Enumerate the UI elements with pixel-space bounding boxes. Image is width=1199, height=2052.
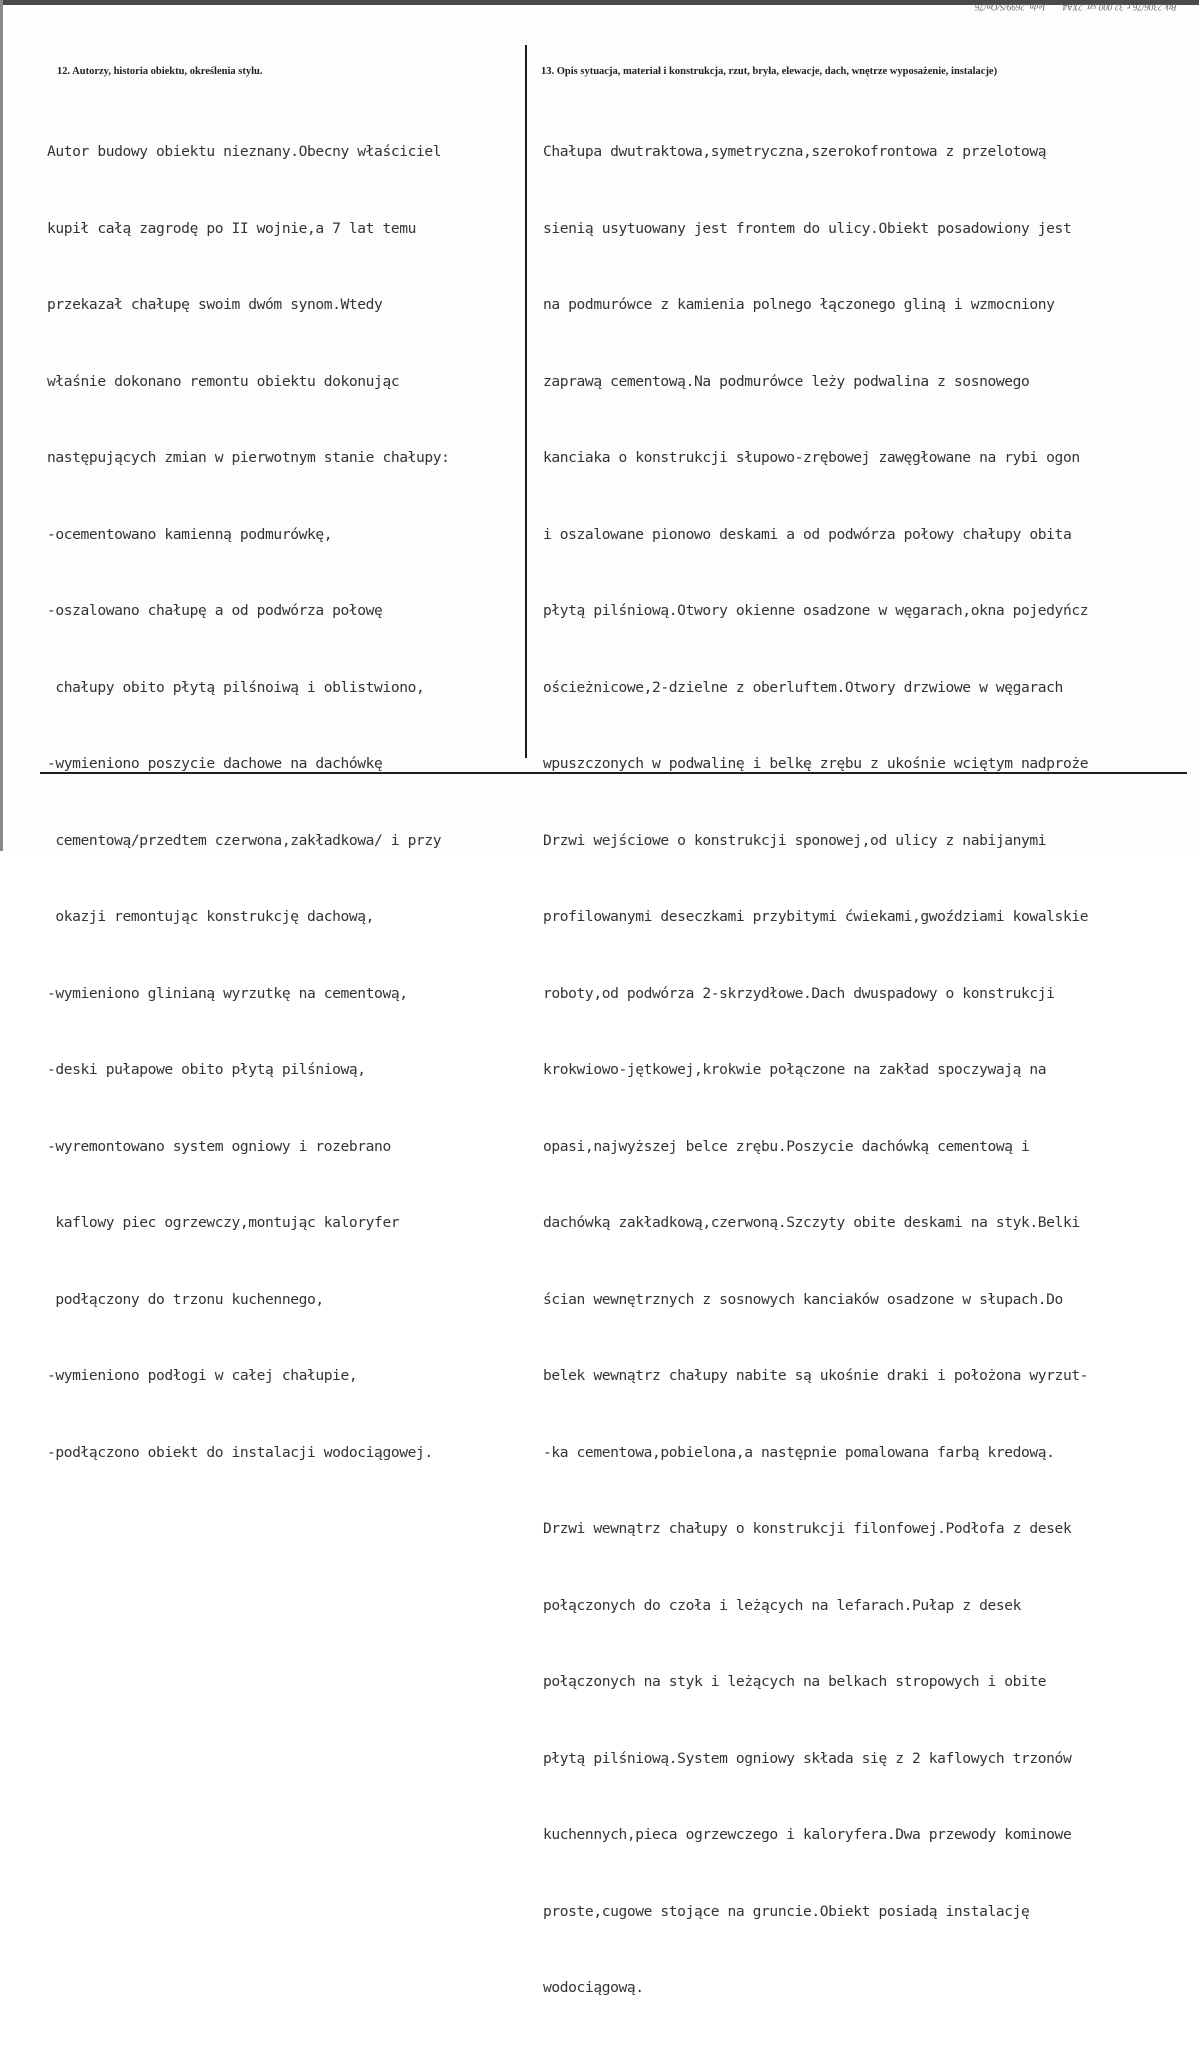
text-line: ościeżnicowe,2-dzielne z oberluftem.Otwory drzwiowe w węgarach <box>543 678 1063 696</box>
form-code <box>975 2 1191 12</box>
text-line: -podłączono obiekt do instalacji wodociągowej. <box>47 1443 433 1461</box>
text-line: ścian wewnętrznych z sosnowych kanciaków osadzone w słupach.Do <box>543 1290 1063 1308</box>
text-line: Drzwi wejściowe o konstrukcji sponowej,od ulicy z nabijanymi <box>543 831 1047 849</box>
text-line: płytą pilśniową.Otwory okienne osadzone w węgarach,okna pojedyńcz <box>543 602 1089 619</box>
text-line: kuchennych,pieca ogrzewczego i kaloryfera.Dwa przewody kominowe <box>543 1826 1072 1843</box>
text-line: i oszalowane pionowo deskami a od podwórza połowy chałupy obita <box>543 525 1072 543</box>
text-line: podłączony do trzonu kuchennego, <box>47 1290 324 1308</box>
section-12-text <box>47 88 450 1516</box>
text-line: zaprawą cementową.Na podmurówce leży podwalina z sosnowego <box>543 372 1030 390</box>
text-line: cementową/przedtem czerwona,zakładkowa/ i przy <box>47 831 442 849</box>
text-line: połączonych na styk i leżących na belkach stropowych i obite <box>543 1673 1047 1690</box>
text-line: -wymieniono podłogi w całej chałupie, <box>47 1367 358 1384</box>
text-line: na podmurówce z kamienia polnego łączonego gliną i wzmocniony <box>543 296 1055 313</box>
text-line: sienią usytuowany jest frontem do ulicy.Obiekt posadowiony jest <box>543 219 1072 237</box>
left-edge-line <box>0 0 3 851</box>
text-line: kanciaka o konstrukcji słupowo-zrębowej zawęgłowane na rybi ogon <box>543 449 1080 466</box>
text-line: belek wewnątrz chałupy nabite są ukośnie draki i położona wyrzut- <box>543 1367 1089 1384</box>
text-line: -wymieniono glinianą wyrzutkę na cementową, <box>47 984 408 1002</box>
form-code-part1: Jedn. 2699/S/On/76 <box>975 2 1047 12</box>
text-line: -ka cementowa,pobielona,a następnie pomalowana farbą kredową. <box>543 1443 1055 1461</box>
text-line: -ocementowano kamienną podmurówkę, <box>47 525 333 543</box>
text-line: właśnie dokonano remontu obiektu dokonując <box>47 372 400 390</box>
text-line: opasi,najwyższej belce zrębu.Poszycie dachówką cementową i <box>543 1137 1030 1155</box>
text-line: połączonych do czoła i leżących na lefarach.Pułap z desek <box>543 1596 1022 1614</box>
text-line: płytą pilśniową.System ogniowy składa się z 2 kaflowych trzonów <box>543 1749 1072 1767</box>
section-13-text <box>543 88 1088 2052</box>
text-line: kaflowy piec ogrzewczy,montując kaloryfer <box>47 1214 400 1231</box>
section-12-heading: 12. Autorzy, historia obiektu, określenia stylu. <box>57 66 263 77</box>
text-line: przekazał chałupę swoim dwóm synom.Wtedy <box>47 296 383 313</box>
text-line: Autor budowy obiektu nieznany.Obecny właściciel <box>47 143 442 160</box>
text-line: -deski pułapowe obito płytą pilśniową, <box>47 1061 366 1078</box>
text-line: proste,cugowe stojące na gruncie.Obiekt posiadą instalację <box>543 1902 1030 1920</box>
text-line: -oszalowano chałupę a od podwórza połowę <box>47 602 383 619</box>
text-line: roboty,od podwórza 2-skrzydłowe.Dach dwuspadowy o konstrukcji <box>543 984 1055 1002</box>
text-line: Chałupa dwutraktowa,symetryczna,szerokofrontowa z przelotową <box>543 143 1047 160</box>
column-divider <box>525 45 527 758</box>
text-line: -wyremontowano system ogniowy i rozebrano <box>47 1137 391 1155</box>
text-line: kupił całą zagrodę po II wojnie,a 7 lat temu <box>47 219 416 237</box>
text-line: okazji remontując konstrukcję dachową, <box>47 908 375 925</box>
text-line: wpuszczonych w podwalinę i belkę zrębu z ukośnie wciętym nadproże <box>543 755 1089 772</box>
text-line: chałupy obito płytą pilśnoiwą i oblistwiono, <box>47 678 425 696</box>
form-code-part2: Btk 2306/76 r. 32.000 szt. 2XA4 <box>1063 2 1177 12</box>
text-line: -wymieniono poszycie dachowe na dachówkę <box>47 755 383 772</box>
section-13-heading: 13. Opis sytuacja, materiał i konstrukcja, rzut, bryła, elewacje, dach, wnętrze wyposażenie, instalacje) <box>541 66 998 77</box>
text-line: profilowanymi deseczkami przybitymi ćwiekami,gwoździami kowalskie <box>543 908 1089 925</box>
text-line: wodociągową. <box>543 1979 644 1996</box>
text-line: Drzwi wewnątrz chałupy o konstrukcji filonfowej.Podłofa z desek <box>543 1520 1072 1537</box>
text-line: krokwiowo-jętkowej,krokwie połączone na zakład spoczywają na <box>543 1061 1047 1078</box>
text-line: następujących zmian w pierwotnym stanie chałupy: <box>47 449 450 466</box>
text-line: dachówką zakładkową,czerwoną.Szczyty obite deskami na styk.Belki <box>543 1214 1080 1231</box>
